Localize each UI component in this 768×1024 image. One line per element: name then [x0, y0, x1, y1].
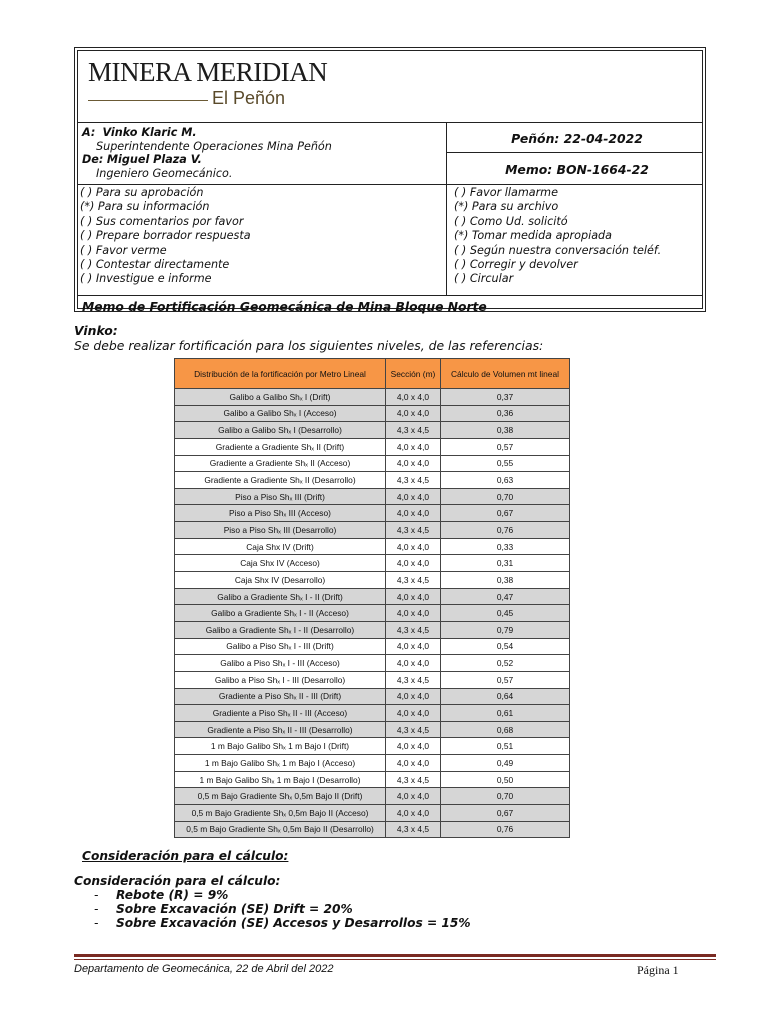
cell-section: 4,0 x 4,0 [386, 755, 441, 772]
footer-page-number: Página 1 [637, 963, 679, 977]
cell-volume: 0,52 [441, 655, 570, 672]
cell-section: 4,0 x 4,0 [386, 805, 441, 822]
cell-volume: 0,50 [441, 771, 570, 788]
cell-distribution: 1 m Bajo Galibo Shₓ 1 m Bajo I (Desarrollo) [175, 771, 386, 788]
table-row [175, 555, 570, 572]
table-row [175, 438, 570, 455]
memo-addressees [82, 126, 332, 180]
logo-site-name: El Peñón [212, 88, 286, 108]
cell-distribution: Piso a Piso Shₓ III (Desarrollo) [175, 522, 386, 539]
cell-distribution: Caja Shx IV (Drift) [175, 538, 386, 555]
table-row [175, 422, 570, 439]
cell-distribution: Gradiente a Piso Shₓ II - III (Acceso) [175, 705, 386, 722]
cell-volume: 0,76 [441, 821, 570, 838]
checklist-item: ( ) Para su aprobación [80, 186, 204, 199]
logo-rule [88, 100, 208, 101]
cell-section: 4,0 x 4,0 [386, 655, 441, 672]
cell-section: 4,3 x 4,5 [386, 771, 441, 788]
cell-section: 4,0 x 4,0 [386, 438, 441, 455]
footer-rule [74, 954, 716, 957]
memo-header-inner [77, 50, 703, 314]
checklist-right [454, 186, 661, 287]
salutation: Vinko: [74, 323, 118, 338]
cell-distribution: Galibo a Galibo Shₓ I (Drift) [175, 389, 386, 406]
cell-volume: 0,55 [441, 455, 570, 472]
cell-volume: 0,45 [441, 605, 570, 622]
memo-date: Peñón: 22-04-2022 [511, 131, 643, 146]
cell-distribution: Gradiente a Piso Shₓ II - III (Drift) [175, 688, 386, 705]
memo-subject: Memo de Fortificación Geomecánica de Mina Bloque Norte [82, 300, 487, 314]
table-row [175, 405, 570, 422]
cell-section: 4,0 x 4,0 [386, 605, 441, 622]
table-row [175, 655, 570, 672]
cell-section: 4,0 x 4,0 [386, 455, 441, 472]
bullet-dash: - [94, 888, 99, 902]
cell-volume: 0,57 [441, 671, 570, 688]
column-header-section: Sección (m) [386, 359, 441, 389]
to-title: Superintendente Operaciones Mina Peñón [96, 139, 332, 153]
table-row [175, 738, 570, 755]
cell-volume: 0,38 [441, 422, 570, 439]
cell-section: 4,0 x 4,0 [386, 505, 441, 522]
to-line [82, 126, 332, 140]
cell-section: 4,0 x 4,0 [386, 389, 441, 406]
fortification-table [174, 358, 570, 838]
checklist-item: ( ) Favor llamarme [454, 186, 558, 199]
cell-volume: 0,70 [441, 788, 570, 805]
to-label: A: [82, 126, 96, 139]
cell-volume: 0,70 [441, 488, 570, 505]
checklist-left [80, 186, 251, 287]
table-row [175, 638, 570, 655]
table-row [175, 605, 570, 622]
cell-distribution: Galibo a Piso Shₓ I - III (Acceso) [175, 655, 386, 672]
consideration-item [94, 916, 471, 930]
cell-distribution: Piso a Piso Shₓ III (Drift) [175, 488, 386, 505]
cell-section: 4,3 x 4,5 [386, 522, 441, 539]
cell-volume: 0,31 [441, 555, 570, 572]
table-row [175, 788, 570, 805]
checklist-item: ( ) Contestar directamente [80, 258, 230, 272]
cell-distribution: 0,5 m Bajo Gradiente Shₓ 0,5m Bajo II (Drift) [175, 788, 386, 805]
footer-department: Departamento de Geomecánica, 22 de Abril del 2022 [74, 963, 334, 975]
cell-section: 4,3 x 4,5 [386, 422, 441, 439]
cell-section: 4,3 x 4,5 [386, 572, 441, 589]
memo-number: Memo: BON-1664-22 [505, 162, 649, 177]
checklist-item: (*) Para su información [80, 200, 210, 214]
table-row [175, 538, 570, 555]
table-row [175, 705, 570, 722]
cell-volume: 0,79 [441, 621, 570, 638]
intro-text: Se debe realizar fortificación para los siguientes niveles, de las referencias: [74, 338, 544, 353]
divider [446, 152, 702, 153]
table-row [175, 821, 570, 838]
bullet-dash: - [94, 902, 99, 916]
cell-section: 4,0 x 4,0 [386, 688, 441, 705]
memo-header-box [74, 47, 706, 312]
cell-distribution: Gradiente a Piso Shₓ II - III (Desarrollo) [175, 721, 386, 738]
table-row [175, 505, 570, 522]
cell-volume: 0,49 [441, 755, 570, 772]
intro [74, 323, 543, 353]
cell-section: 4,0 x 4,0 [386, 405, 441, 422]
cell-volume: 0,36 [441, 405, 570, 422]
to-name: Vinko Klaric M. [102, 126, 197, 139]
table-row [175, 522, 570, 539]
cell-volume: 0,54 [441, 638, 570, 655]
checklist-item: ( ) Según nuestra conversación teléf. [454, 243, 662, 257]
divider [78, 184, 702, 185]
checklist-item: (*) Tomar medida apropiada [454, 229, 613, 243]
cell-volume: 0,33 [441, 538, 570, 555]
consideration-text: Sobre Excavación (SE) Drift = 20% [116, 902, 353, 916]
cell-distribution: Caja Shx IV (Desarrollo) [175, 572, 386, 589]
cell-distribution: Galibo a Galibo Shₓ I (Acceso) [175, 405, 386, 422]
cell-section: 4,0 x 4,0 [386, 738, 441, 755]
cell-volume: 0,63 [441, 472, 570, 489]
table-row [175, 488, 570, 505]
table-row [175, 805, 570, 822]
cell-section: 4,0 x 4,0 [386, 705, 441, 722]
table-row [175, 771, 570, 788]
from-line [82, 153, 332, 167]
checklist-item: ( ) Circular [454, 272, 514, 286]
cell-volume: 0,57 [441, 438, 570, 455]
cell-distribution: 1 m Bajo Galibo Shₓ 1 m Bajo I (Acceso) [175, 755, 386, 772]
consideration-text: Sobre Excavación (SE) Accesos y Desarrollos = 15% [116, 916, 471, 930]
checklist-item: ( ) Corregir y devolver [454, 258, 578, 272]
cell-section: 4,3 x 4,5 [386, 821, 441, 838]
divider [78, 295, 702, 296]
cell-distribution: 0,5 m Bajo Gradiente Shₓ 0,5m Bajo II (Desarrollo) [175, 821, 386, 838]
cell-section: 4,0 x 4,0 [386, 555, 441, 572]
bullet-dash: - [94, 916, 99, 930]
cell-distribution: 1 m Bajo Galibo Shₓ 1 m Bajo I (Drift) [175, 738, 386, 755]
cell-volume: 0,67 [441, 505, 570, 522]
cell-section: 4,0 x 4,0 [386, 788, 441, 805]
table-row [175, 472, 570, 489]
consideration-item [94, 902, 353, 916]
cell-distribution: Gradiente a Gradiente Shₓ II (Desarrollo) [175, 472, 386, 489]
table-row [175, 572, 570, 589]
consideration-item [94, 888, 228, 902]
footer-rule-thin [74, 959, 716, 960]
cell-section: 4,3 x 4,5 [386, 472, 441, 489]
table-row [175, 455, 570, 472]
checklist-item: ( ) Favor verme [80, 243, 167, 257]
cell-volume: 0,76 [441, 522, 570, 539]
cell-section: 4,3 x 4,5 [386, 721, 441, 738]
table-row [175, 621, 570, 638]
consideration-heading-underlined: Consideración para el cálculo: [82, 849, 289, 863]
from-name: Miguel Plaza V. [106, 153, 202, 166]
cell-volume: 0,38 [441, 572, 570, 589]
table-header-row [175, 359, 570, 389]
cell-distribution: Galibo a Piso Shₓ I - III (Drift) [175, 638, 386, 655]
checklist-item: (*) Para su archivo [454, 200, 559, 214]
cell-distribution: 0,5 m Bajo Gradiente Shₓ 0,5m Bajo II (Acceso) [175, 805, 386, 822]
cell-section: 4,3 x 4,5 [386, 671, 441, 688]
cell-section: 4,3 x 4,5 [386, 621, 441, 638]
cell-distribution: Caja Shx IV (Acceso) [175, 555, 386, 572]
from-label: De: [82, 153, 104, 166]
table-row [175, 389, 570, 406]
cell-volume: 0,67 [441, 805, 570, 822]
checklist-item: ( ) Como Ud. solicitó [454, 214, 568, 228]
consideration-text: Rebote (R) = 9% [116, 888, 229, 902]
column-header-volume: Cálculo de Volumen mt lineal [441, 359, 570, 389]
checklist-item: ( ) Sus comentarios por favor [80, 214, 244, 228]
cell-distribution: Piso a Piso Shₓ III (Acceso) [175, 505, 386, 522]
cell-volume: 0,61 [441, 705, 570, 722]
logo-company-name: MINERA MERIDIAN [88, 57, 328, 87]
cell-distribution: Galibo a Galibo Shₓ I (Desarrollo) [175, 422, 386, 439]
cell-volume: 0,51 [441, 738, 570, 755]
divider [78, 122, 702, 123]
cell-volume: 0,64 [441, 688, 570, 705]
cell-volume: 0,68 [441, 721, 570, 738]
cell-section: 4,0 x 4,0 [386, 588, 441, 605]
cell-volume: 0,47 [441, 588, 570, 605]
cell-distribution: Galibo a Piso Shₓ I - III (Desarrollo) [175, 671, 386, 688]
consideration-heading: Consideración para el cálculo: [74, 874, 281, 888]
table-row [175, 688, 570, 705]
cell-distribution: Galibo a Gradiente Shₓ I - II (Desarrollo) [175, 621, 386, 638]
from-title: Ingeniero Geomecánico. [96, 166, 233, 180]
column-divider [446, 122, 447, 295]
table-row [175, 721, 570, 738]
cell-section: 4,0 x 4,0 [386, 488, 441, 505]
cell-section: 4,0 x 4,0 [386, 538, 441, 555]
checklist-item: ( ) Investigue e informe [80, 272, 212, 286]
company-logo [88, 57, 348, 117]
cell-volume: 0,37 [441, 389, 570, 406]
column-header-distribution: Distribución de la fortificación por Metro Lineal [175, 359, 386, 389]
cell-distribution: Gradiente a Gradiente Shₓ II (Acceso) [175, 455, 386, 472]
cell-distribution: Gradiente a Gradiente Shₓ II (Drift) [175, 438, 386, 455]
table-row [175, 755, 570, 772]
cell-distribution: Galibo a Gradiente Shₓ I - II (Drift) [175, 588, 386, 605]
table-row [175, 588, 570, 605]
cell-section: 4,0 x 4,0 [386, 638, 441, 655]
cell-distribution: Galibo a Gradiente Shₓ I - II (Acceso) [175, 605, 386, 622]
checklist-item: ( ) Prepare borrador respuesta [80, 229, 251, 243]
table-row [175, 671, 570, 688]
